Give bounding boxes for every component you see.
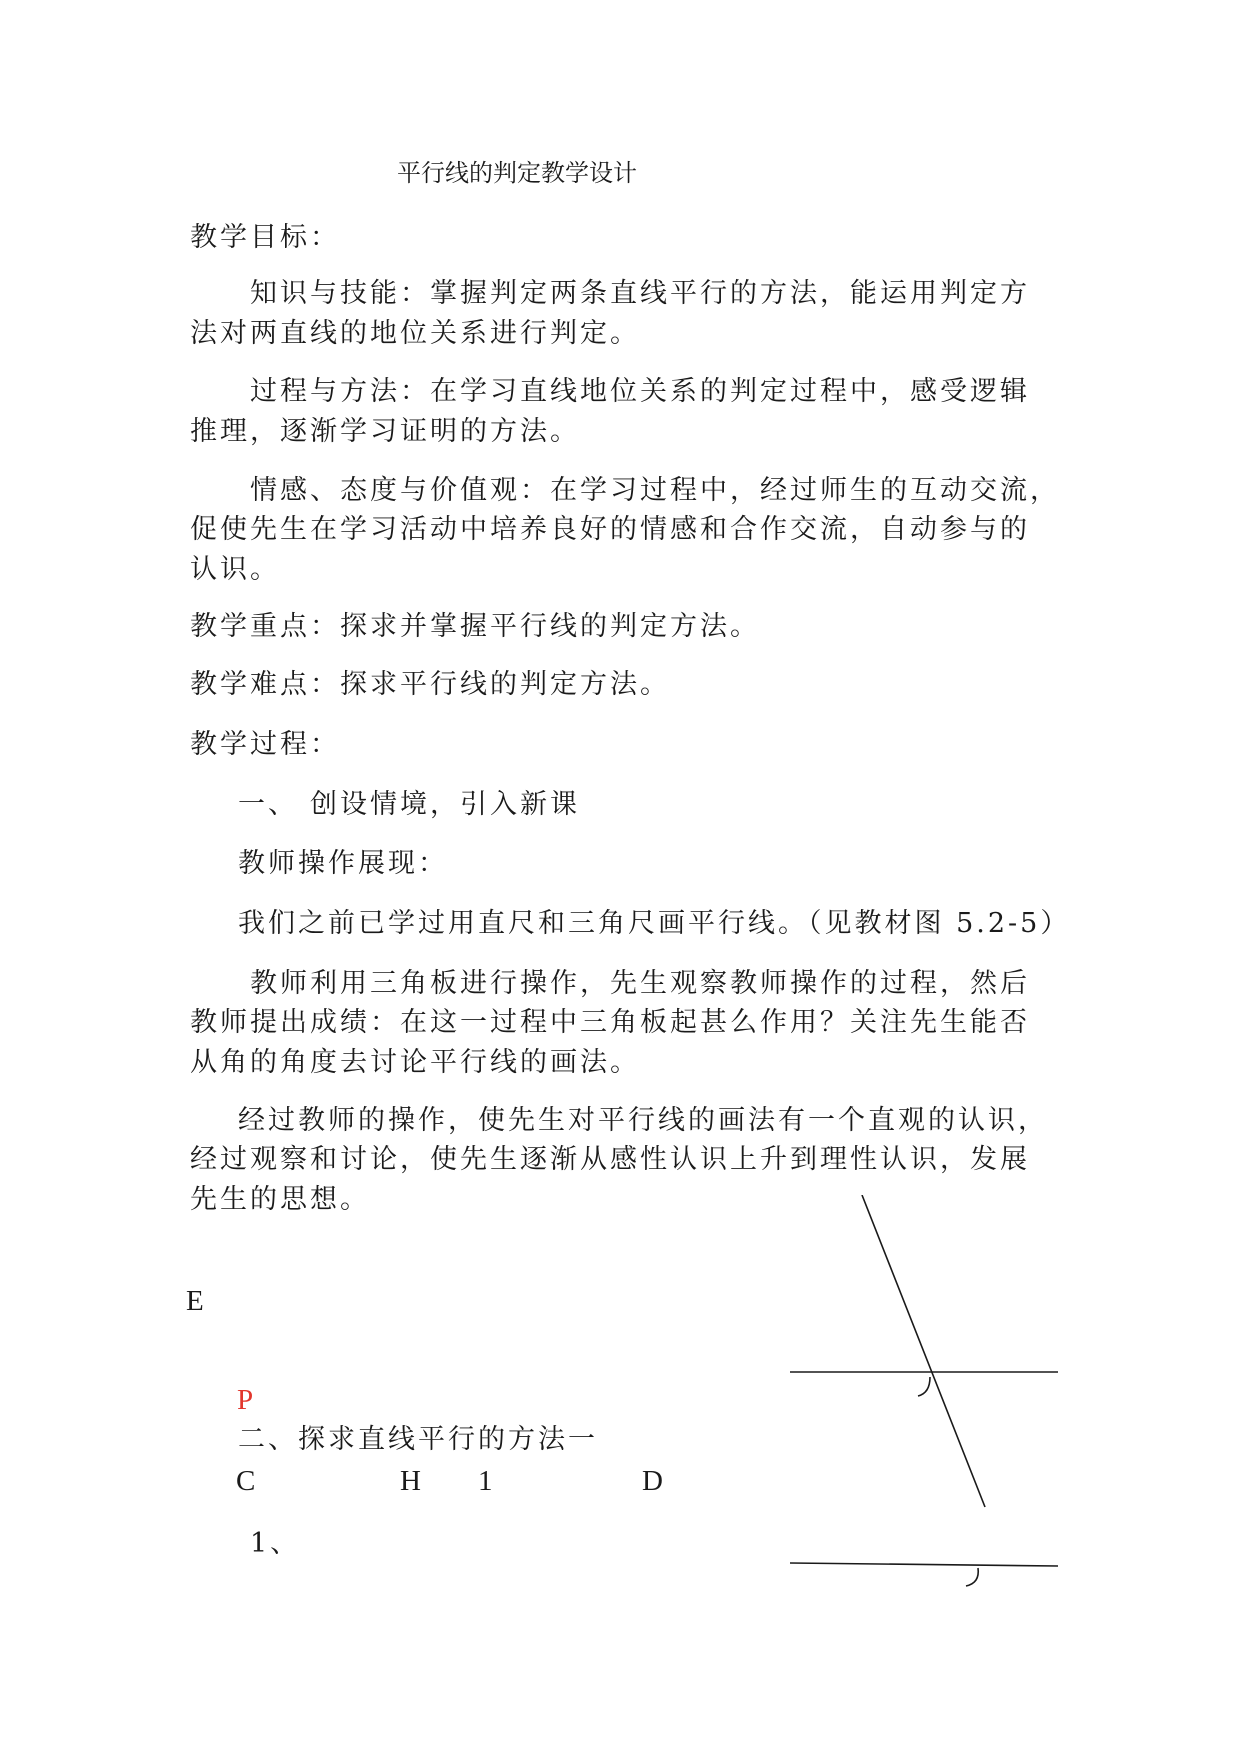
page-title: 平行线的判定教学设计 [397,159,637,187]
emotion-line-1: 情感、态度与价值观：在学习过程中，经过师生的互动交流， [250,475,1060,506]
transversal-line [862,1195,985,1507]
label-P: P [237,1384,254,1416]
label-1: 1 [478,1465,493,1497]
label-C: C [236,1465,256,1497]
label-H: H [400,1465,421,1497]
lower-line [790,1563,1058,1566]
knowledge-line-2: 法对两直线的地位关系进行判定。 [190,318,640,349]
teacher-op-line-2: 教师提出成绩：在这一过程中三角板起甚么作用？关注先生能否 [190,1007,1030,1038]
process-method-line-1: 过程与方法：在学习直线地位关系的判定过程中，感受逻辑 [250,376,1030,407]
angle-arc-lower [966,1568,978,1586]
key-point: 教学重点：探求并掌握平行线的判定方法。 [190,611,760,642]
process-method-line-2: 推理，逐渐学习证明的方法。 [190,416,580,447]
knowledge-line-1: 知识与技能：掌握判定两条直线平行的方法，能运用判定方 [250,278,1030,309]
label-E: E [186,1285,204,1317]
emotion-line-2: 促使先生在学习活动中培养良好的情感和合作交流，自动参与的 [190,514,1030,545]
parallel-lines-figure [780,1195,1070,1595]
difficulty: 教学难点：探求平行线的判定方法。 [190,669,670,700]
recall-text: 我们之前已学过用直尺和三角尺画平行线。（见教材图 5.2-5） [238,908,1071,939]
summary-line-1: 经过教师的操作，使先生对平行线的画法有一个直观的认识， [238,1105,1048,1136]
item-1: 1、 [250,1528,301,1559]
summary-line-2: 经过观察和讨论，使先生逐渐从感性认识上升到理性认识，发展 [190,1144,1030,1175]
teacher-demo: 教师操作展现： [238,848,448,879]
section1-title: 创设情境，引入新课 [310,789,580,820]
section2-title: 二、探求直线平行的方法一 [238,1424,598,1455]
label-D: D [642,1465,663,1497]
teacher-op-line-1: 教师利用三角板进行操作，先生观察教师操作的过程，然后 [250,968,1030,999]
angle-arc-upper [918,1377,930,1396]
objectives-heading: 教学目标： [190,222,340,253]
teacher-op-line-3: 从角的角度去讨论平行线的画法。 [190,1047,640,1078]
section1-number: 一、 [238,789,298,820]
emotion-line-3: 认识。 [190,554,280,585]
process-heading: 教学过程： [190,729,340,760]
summary-line-3: 先生的思想。 [190,1184,370,1215]
